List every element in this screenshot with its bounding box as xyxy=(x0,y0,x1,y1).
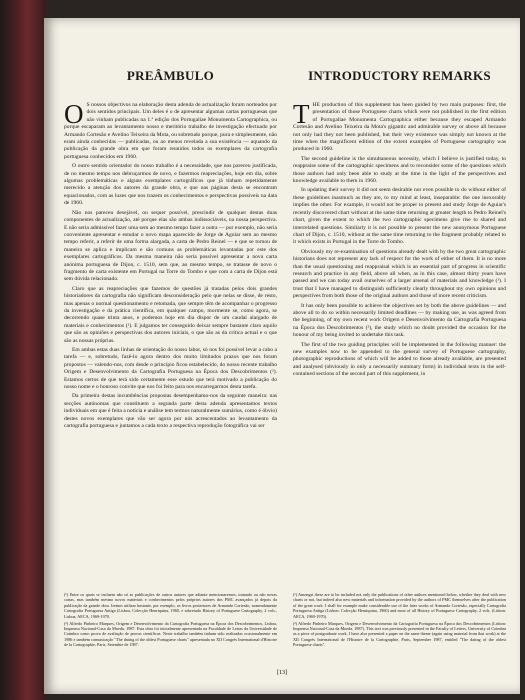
portuguese-paragraph: O S nossos objectivos na elaboração desta adenda de actualização foram norteados por dois sentidos principais. Um deles é o de apresentar algumas cartas portuguesas que não vinham publicadas na 1.ª edição dos Portugaliae Monumenta Cartographica, ou porque escaparam ao levantamento nosso e meritório trabalho de investigação efectuado por Armando Cortesão e Avelino Teixeira da Mota, ou sobretudo porque, pura e simplesmente, não eram ainda conhecidas — publicadas, ou ao menos revelada a sua existência — aquando da publicação da grande obra em que foram reunidos todos os exemplares da cartografia portuguesa conhecidos em 1960. xyxy=(64,99,277,160)
portuguese-footnotes xyxy=(64,592,277,649)
english-paragraph: It has only been possible to achieve the objectives set by both the above guidelines — and above all to do so within necessarily limited deadlines — by making use, as was agreed from the beginning, of my own recent work Origem e Desenvolvimento da Cartografia Portuguesa na Época dos Descobrimentos (²), the study which no doubt provided the occasion for the honour of my being invited to undertake this task. xyxy=(293,302,506,339)
english-paragraph: Obviously my re-examination of questions already dealt with by the two great cartographic historians does not represent any lack of respect for the work of either of them. It is no more than the usual questioning and reappraisal which is an essential part of progress in scientific research and practice in any field, above all when, as in this case, almost thirty years have passed and we can today avail ourselves of a larger arsenal of materials and knowledge (¹). I trust that I have managed to distinguish sufficiently clearly throughout my own opinions and perspectives from both those of the original authors and those of more recent criticism. xyxy=(293,248,506,300)
book-page xyxy=(44,18,520,694)
portuguese-drop-cap: O xyxy=(64,99,84,129)
english-paragraph: THE production of this supplement has been guided by two main purposes: first, the presentation of those Portuguese charts which were not published in the first edition of Portugaliae Monumenta Cartographica either because they escaped Armando Cortesão and Avelino Teixeira da Mota's gigantic and admirable survey or above all because not only had they not been published, but their very existence was simply not known at the time when the magnificent edition of the extent examples of Portuguese cartography was produced in 1960. xyxy=(293,99,506,153)
english-paragraph: The second guideline is the simultaneous necessity, which I believe is justified today, to reappraise some of the cartographic specimens and to reconsider some of the questions which those authors had only been able to study at the time in the light of the perspectives and knowledge available to them in 1960. xyxy=(293,155,506,185)
english-paragraph: In updating their survey it did not seem desirable nor even possible to do without either of these guidelines inasmuch as they are, to my mind at least, inseparable: the one inexorably implies the other. For example, it would not be proper to present and study Jorge de Aguiar's recently discovered chart without at the same time returning at greater length to Pedro Reinel's chart, given the extent to which the two cartographic specimens give rise to shared and interrelated questions. Similarly it is not possible to present the new anonymous Portuguese chart of Dijon, c. 1510, without at the same time returning to the fragment probably related to it which exists in Portugal in the Torre do Tombo. xyxy=(293,187,506,246)
english-title: INTRODUCTORY REMARKS xyxy=(308,68,491,83)
english-drop-cap: T xyxy=(293,99,310,129)
footnote: (¹) Entre os quais se incluem não só as publicações de outros autores que adiante mencionaremos, tratando ou não novas cartas, mas também mesmo novos materiais e conhecimentos pelos próprios autores dos PMC avançados já depois da publicação da grande obra. Iremos utilizar bastante, por exemplo, os livros posteriores de Armando Cortesão, nomeadamente Cartografia Portuguesa Antiga (Lisboa, Colecção Henriquina, 1960, e sobretudo History of Portuguese Cartography, 2 vols., Lisboa, AECA, 1969-1970. xyxy=(64,592,277,619)
portuguese-title: PREÂMBULO xyxy=(126,68,215,83)
footnote: (¹) Amongst these are to be included not only the publications of other authors mentioned below, whether they deal with new charts or not, but indeed also new materials and information provided by the authors of PMC themselves after the publication of the great work. I shall for example make considerable use of the later works of Armando Cortesão, especially Cartografia Portuguesa Antiga (Lisbon: Colecção Henriquina, 1960) and most of all History of Portuguese Cartography, 2 vols. (Lisbon: AECA, 1969-1970). xyxy=(293,592,506,619)
portuguese-paragraph: O outro sentido orientador do nosso trabalho é a necessidade, que nos pareceu justificada, de no mesmo tempo nos debruçarmos de novo, e fazermos reapreciações, hoje em dia, sobre algumas problemáticas e alguns exemplares cartográficos que já tinham repetidamente merecido a atenção dos autores da grande obra, e que nas páginas desta se encontram equacionados, com as luzes que nos trazem os conhecimentos e perspectivas possíveis na data de 1960. xyxy=(64,163,277,207)
portuguese-body xyxy=(64,99,277,432)
page-number: [13] xyxy=(277,670,287,676)
portuguese-paragraph: Em ambas estas duas linhas de orientação do nosso labor, só nos foi possível levar a cabo a tarefa — e, sobretudo, fazê-lo agora dentro dos muito limitados prazos que nos foram propostos — valendo-nos, com desde o princípio ficou estabelecido, do nosso recente trabalho Origem e Desenvolvimento da Cartografia Portuguesa na Época dos Descobrimentos (²). Estamos certos de que terá sido certamente esse estudo que terá motivado a publicação do nosso nome e o honroso convite que nos foi feito para nos encarregarmos desta tarefa. xyxy=(64,347,277,391)
portuguese-paragraph: Claro que as reapreciações que fazemos de questões já tratadas pelos dois grandes historiadores da cartografia não significam desconsideração pelo que nelas se disse, de resto, mas apenas o normal questionamento e retomada, que sempre têm de acompanhar o progresso da investigação e da prática científica, em qualquer campo, mormente se, como agora, se decorrendo quase trinta anos, e podemos hoje em dia dispor de um caudal alargado de materiais e conhecimentos (¹). E julgamos ter conseguido deixar sempre bastante claro aquilo que são as opiniões e perspectivas dos autores iniciais, o que são as da crítica actual e o que são as nossas próprias. xyxy=(64,285,277,344)
portuguese-paragraph: Da primeira destas incumbências propostas desempenhamo-nos da seguinte maneira: nas secções autónomas que constituem a segunda parte desta adenda apresentamos textos individuais em que é feita a notícia e análise tem termos naturalmente sumários, como é óbvio) destes novos exemplares que vão ser agora por nós acrescentados ao levantamento da cartografia portuguesa e juntamos a cada texto a respectiva reprodução fotográfica vai ser xyxy=(64,393,277,430)
english-body xyxy=(293,99,506,381)
book-binding xyxy=(0,0,46,700)
english-paragraph: The first of the two guiding principles will be implemented in the following manner: the new examples now to be appended to the general survey of Portuguese cartography, photographic reproductions of which will be added to those already available, are presented and analysed (obviously in only a necessarily summary form) in individual texts in the self-contained sections of the second part of this supplement, in xyxy=(293,341,506,378)
footnote: (²) Alfredo Pinheiro Marques, Origem e Desenvolvimento da Cartografia Portuguesa na Época dos Descobrimentos, Lisboa, Imprensa Nacional-Casa da Moeda, 1987. Esta obra foi inicialmente apresentada na Faculdade de Letras da Universidade de Coimbra como prova de avaliação de provas científicas. Neste trabalho também tinham sido realizadas ocasionalmente em 1986 e também comunicação "The dating of the oldest Portuguese charts" apresentada no XII Congrès International d'Histoire de la Cartographie, Paris, Setembre de 1987. xyxy=(64,620,277,648)
english-footnotes xyxy=(293,592,506,649)
portuguese-paragraph: Não nos pareceu desejável, ou sequer possível, prescindir de qualquer destas duas componentes de actualização, até porque elas são ambas indissociáveis, na nossa perspectiva. E não seria admissível fazer uma sem ao mesmo tempo fazer a outra — por exemplo, não seria conveniente apresentar e estudar o novo mapa aparecido de Jorge de Aguiar sem ao mesmo tempo referir, a referir de uma forma alargada, a carta de Pedro Reinel — e que se tornou de maneira se aplica e implicam e são comuns as problemáticas levantadas por este dos exemplares cartográficos. Da mesma maneira não seria possível apresentar a nova carta anónima portuguesa de Dijon, c. 1510, sem que, ao mesmo tempo, se tratasse de novo o fragmento de carta existente em Portugal na Torre do Tombo e que com a carta de Dijon está sem dúvida relacionado. xyxy=(64,209,277,283)
footnote: (²) Alfredo Pinheiro Marques, Origem e Desenvolvimento da Cartografia Portuguesa na Época dos Descobrimentos (Lisbon: Imprensa Nacional-Casa da Moeda, 1987). This text was previously presented in the Faculty of Letters, University of Coimbra as a piece of postgraduate work. I have also presented a paper on the same theme (again using material from that work) at the XII Congrès International de l'Histoire de la Cartographie, Paris, September 1987, entitled "The dating of the oldest Portuguese charts". xyxy=(293,620,506,648)
